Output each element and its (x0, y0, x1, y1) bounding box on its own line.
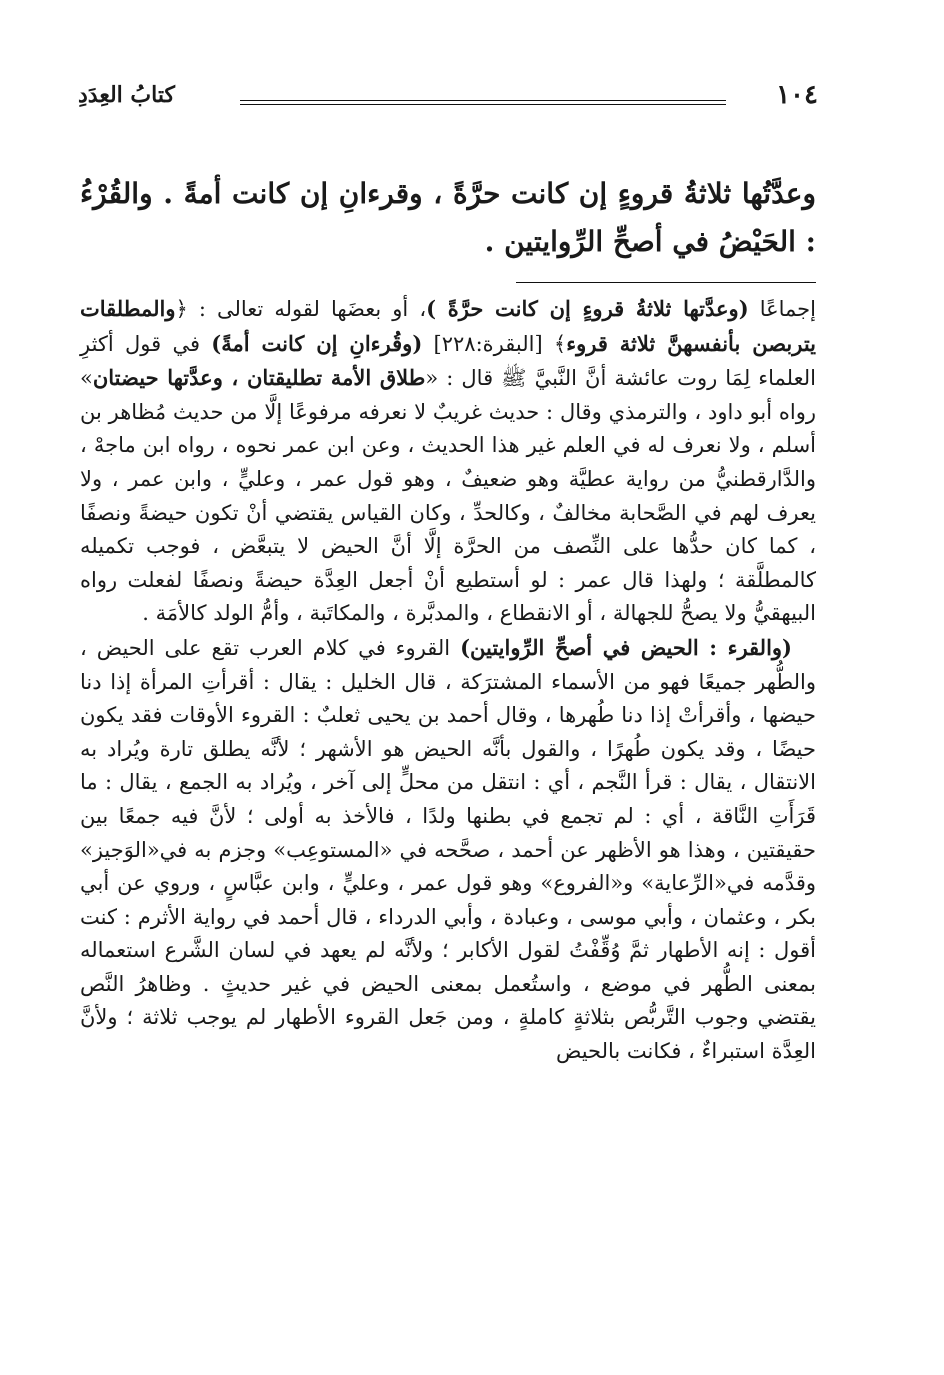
commentary-quote: (والقرء : الحيض في أصحِّ الرِّوايتين) (460, 634, 792, 660)
commentary-text: ﴾ [البقرة:٢٢٨] (422, 331, 567, 356)
quran-quote: والمطلقات يتربصن بأنفسهنَّ ثلاثة قروء (80, 296, 817, 356)
commentary-text: القروء في كلام العرب تقع على الحيض ، والطُّهر جميعًا فهو من الأسماء المشترَكة ، قال الخليل : يقال : أقرأتِ المرأة إذا دنا حيضها ، وأقرأتْ إذا دنا طُهرها ، وقال أحمد بن يحيى ثعلبٌ : القروء الأوقات فقد يكون حيضًا ، وقد يكون طُهرًا ، والقول بأنَّه الحيض هو الأشهر ؛ لأنَّه يطلق تارة ويُراد به الانتقال ، يقال : قرأ النَّجم ، أي : انتقل من محلٍّ إلى آخر ، ويُراد به الجمع ، يقال : ما قَرَأَتِ النَّاقة ، أي : لم تجمع في بطنها ولدًا ، فالأخذ به أولى ؛ لأنَّ فيه جمعًا بين حقيقتين ، وهذا هو الأظهر عن أحمد ، صحَّحه في «المستوعِب» وجزم به في«الوَجيز» وقدَّمه في«الرِّعاية» و«الفروع» وهو قول عمر ، وعليٍّ ، وابن عبَّاسٍ ، وروي عن أبي بكر ، وعثمان ، وأبي موسى ، وعبادة ، وأبي الدرداء ، قال أحمد في رواية الأثرم : كنت أقول : إنه الأطهار ثمَّ وُقِّفْتُ لقول الأكابر ؛ ولأنَّه لم يعهد في لسان الشَّرع استعماله بمعنى الطُّهر في موضع ، واستُعمل بمعنى الحيض في غير حديثٍ . وظاهرُ النَّص يقتضي وجوب التَّربُّص بثلاثةٍ كاملةٍ ، ومن جَعل القروء الأطهار لم يوجب ثلاثة ؛ ولأنَّ العِدَّة استبراءٌ ، فكانت بالحيض (80, 635, 816, 1064)
page-number: ١٠٤ (776, 80, 818, 110)
running-header (78, 80, 818, 120)
separator-line (516, 282, 816, 283)
header-rule (240, 100, 726, 105)
commentary-text: » رواه أبو داود ، والترمذي وقال : حديث غريبٌ لا نعرفه مرفوعًا إلَّا من حديث مُظاهر بن أسلم ، ولا نعرف له في العلم غير هذا الحديث ، وعن ابن عمر نحوه ، رواه ابن ماجهْ ، والدَّارقطنيُّ من رواية عطيَّة وهو ضعيفٌ ، وهو قول عمر ، وعليٍّ ، وابن عمر ، ولا يعرف لهم في الصَّحابة مخالفٌ ، وكالحدِّ ، وكان القياس يقتضي أنْ تكون حيضةً ونصفًا ، كما كان حدُّها على النِّصف من الحرَّة إلَّا أنَّ الحيض لا يتبعَّض ، فوجب تكميله كالمطلَّقة ؛ ولهذا قال عمر : لو أستطيع أنْ أجعل العِدَّة حيضةً ونصفًا لفعلت رواه البيهقيُّ ولا يصحُّ للجهالة ، أو الانقطاع ، والمدبَّرة ، والمكاتَبة ، وأمُّ الولد كالأمَة . (80, 366, 816, 626)
commentary-text: في قول أكثرِ العلماء لِمَا روت عائشة أنَّ النَّبيَّ ﷺ قال : « (80, 331, 817, 391)
commentary-quote: (وعدَّتها ثلاثةُ قروءٍ إن كانت حرَّةً ) (426, 296, 749, 321)
matn-text: وعدَّتُها ثلاثةُ قروءٍ إن كانت حرَّةً ، وقرءانِ إن كانت أمةً . والقُرْءُ : الحَيْضُ في أصحِّ الرِّوايتين . (80, 177, 816, 258)
commentary-quote: (وقُرءانِ إن كانت أمةً) (211, 330, 423, 356)
commentary-text: إجماعًا (748, 297, 816, 321)
hadith-quote: طلاق الأمة تطليقتان ، وعدَّتها حيضتان (92, 365, 426, 391)
commentary-paragraph-1 (80, 292, 816, 631)
book-title: كتابُ العِدَدِ (78, 82, 175, 108)
commentary-paragraph-2 (80, 631, 816, 1069)
commentary (80, 292, 816, 1069)
commentary-text: ، أو بعضَها لقوله تعالى : ﴿ (175, 297, 427, 321)
